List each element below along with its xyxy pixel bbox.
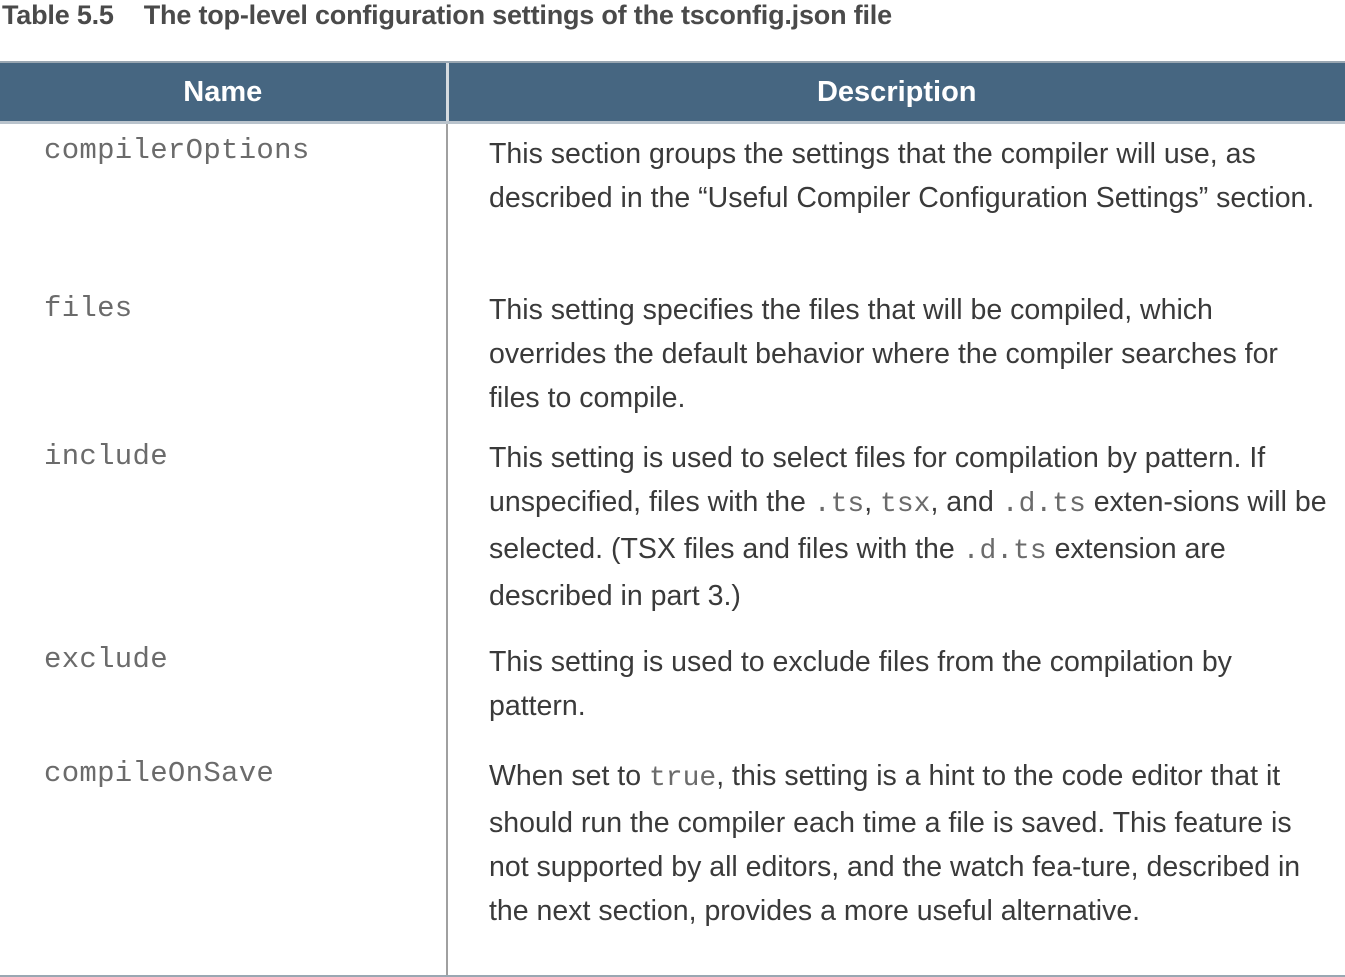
setting-name-cell [0, 123, 447, 281]
table-header [0, 63, 1345, 123]
setting-name: exclude [44, 643, 168, 676]
setting-name-cell [0, 633, 447, 747]
description-text: When set to [489, 760, 649, 792]
table-row [0, 432, 1345, 633]
setting-description [447, 123, 1345, 281]
setting-description [447, 280, 1345, 432]
description-text: , [864, 486, 881, 518]
table-row [0, 633, 1345, 747]
description-text: This setting is used to exclude files from the compilation by pattern. [489, 646, 1232, 722]
description-text: This setting specifies the files that will be compiled, which overrides the default behavior where the compiler searches for files to compile. [489, 294, 1278, 414]
setting-description [447, 432, 1345, 633]
setting-name-cell [0, 280, 447, 432]
table-row [0, 747, 1345, 975]
description-text: This section groups the settings that the compiler will use, as described in the “Useful Compiler Configuration Settings” section. [489, 138, 1315, 214]
column-header-name: Name [0, 63, 447, 123]
setting-name: include [44, 440, 168, 473]
inline-code: .ts [813, 489, 865, 520]
description-text: , this setting is a hint to the code editor that it should run the compiler each time a file is saved. This feature is not supported by all editors, and the watch fea-ture, described in the next section, provides a more useful alternative. [489, 760, 1301, 927]
setting-description [447, 633, 1345, 747]
setting-name: files [44, 292, 133, 325]
description-text: This setting is used to select files for compilation by pattern. If unspecified, files with the [489, 442, 1266, 518]
header-row [0, 63, 1345, 123]
description-text: exten-sions will be selected. (TSX files and files with the [489, 486, 1327, 565]
table-body [0, 123, 1345, 976]
setting-name-cell [0, 432, 447, 633]
inline-code: .d.ts [962, 536, 1047, 567]
table-caption [2, 0, 892, 32]
description-text: extension are described in part 3.) [489, 533, 1226, 612]
setting-name: compileOnSave [44, 757, 275, 790]
inline-code: tsx [880, 489, 931, 520]
inline-code: .d.ts [1001, 489, 1086, 520]
settings-table [0, 63, 1345, 975]
settings-table-container [0, 61, 1345, 977]
setting-name: compilerOptions [44, 134, 310, 167]
setting-description [447, 747, 1345, 975]
table-row [0, 123, 1345, 281]
description-text: , and [930, 486, 1002, 518]
column-header-description: Description [447, 63, 1345, 123]
table-number: Table 5.5 [2, 0, 114, 30]
setting-name-cell [0, 747, 447, 975]
table-title: The top-level configuration settings of the tsconfig.json file [143, 0, 892, 30]
table-row [0, 280, 1345, 432]
inline-code: true [649, 763, 717, 794]
